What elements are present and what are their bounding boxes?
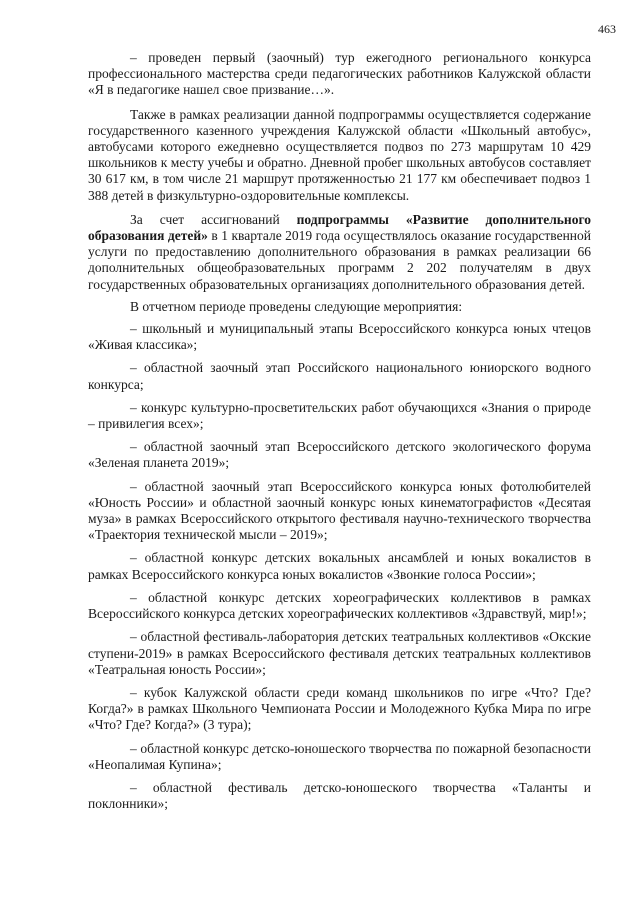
paragraph-contest-teachers: – проведен первый (заочный) тур ежегодного регионального конкурса профессионального мастерства среди педагогических работников Калужской области «Я в педагогике нашел свое призвание…». [88,50,591,98]
list-item: – областной заочный этап Российского национального юниорского водного конкурса; [88,360,591,392]
paragraph-text: в 1 квартале 2019 года осуществлялось оказание государственной услуги по предоставлению дополнительного образования в рамках реализации 66 дополнительных общеобразовательных программ 2 202 получателям в двух государственных образовательных организациях дополнительного образования детей. [88,228,591,292]
list-item: – областной конкурс детских хореографических коллективов в рамках Всероссийского конкурса детских хореографических коллективов «Здравствуй, мир!»; [88,589,591,622]
list-item: – областной заочный этап Всероссийского конкурса юных фотолюбителей «Юность России» и областной заочный конкурс юных кинематографистов «Десятая муза» в рамках Всероссийского открытого фестиваля научно-технического творчества «Траектория технической мысли – 2019»; [88,478,591,543]
list-item: – областной конкурс детских вокальных ансамблей и юных вокалистов в рамках Всероссийского конкурса юных вокалистов «Звонкие голоса России»; [88,550,591,582]
subprogram-title: подпрограммы «Развитие дополнительного образования детей» [88,211,592,244]
list-item: – областной заочный этап Всероссийского детского экологического форума «Зеленая планета 2019»; [88,439,591,471]
list-item: – областной фестиваль детско-юношеского творчества «Таланты и поклонники»; [88,779,591,812]
page-number: 463 [598,22,616,36]
list-item: – кубок Калужской области среди команд школьников по игре «Что? Где? Когда?» в рамках Школьного Чемпионата России и Молодежного Кубка Мира по игре «Что? Где? Когда?» (3 тура); [88,684,591,733]
list-item: – областной фестиваль-лаборатория детских театральных коллективов «Окские ступени-2019» в рамках Всероссийского фестиваля детских театральных коллективов «Театральная юность России»; [88,629,591,677]
paragraph-additional-education [88,212,591,293]
list-item: – областной конкурс детско-юношеского творчества по пожарной безопасности «Неопалимая Купина»; [88,740,591,772]
list-item: – конкурс культурно-просветительских работ обучающихся «Знания о природе – привилегия всех»; [88,399,591,432]
paragraph-school-bus: Также в рамках реализации данной подпрограммы осуществляется содержание государственного казенного учреждения Калужской области «Школьный автобус», автобусами которого ежедневно осуществляется подвоз по 273 маршрутам 10 429 школьников к месту учебы и обратно. Дневной пробег школьных автобусов составляет 30 617 км, в том числе 21 маршрут протяженностью 21 177 км обеспечивает подвоз 1 388 детей в физкультурно-оздоровительные комплексы. [88,106,591,203]
paragraph-text: За счет ассигнований [130,211,297,227]
paragraph-events-intro: В отчетном периоде проведены следующие мероприятия: [130,298,463,314]
list-item: – школьный и муниципальный этапы Всероссийского конкурса юных чтецов «Живая классика»; [88,321,591,353]
document-body [88,50,591,819]
